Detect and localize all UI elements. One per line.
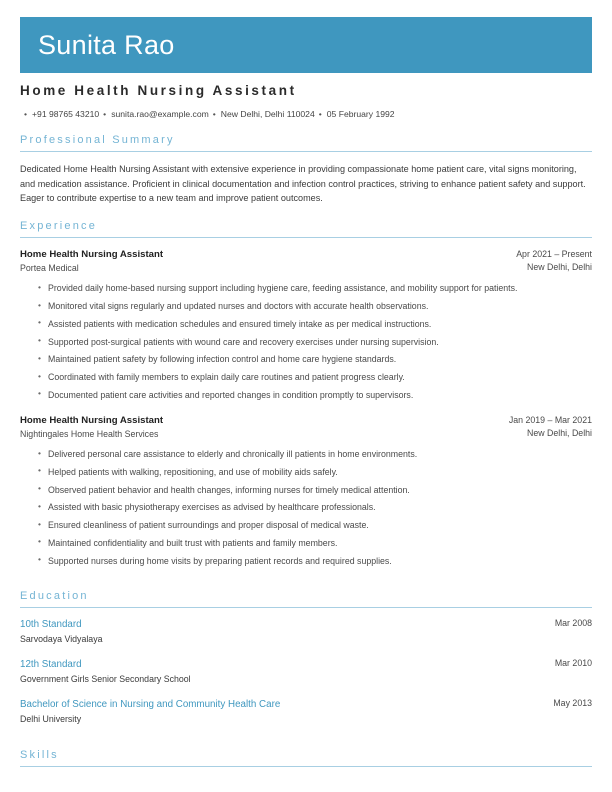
education-entry-left bbox=[20, 658, 191, 686]
list-item: • Supported nurses during home visits by preparing patient records and required supplies. bbox=[38, 554, 592, 568]
experience-location: New Delhi, Delhi bbox=[526, 261, 592, 272]
spacer bbox=[20, 739, 592, 749]
professional-summary-text: Dedicated Home Health Nursing Assistant with extensive experience in providing compassionate home patient care, vital signs monitoring, and medication assistance. Proficient in clinical documentation and infection control practices, striving to enhance patient safety and support. Eager to contribute expertise to a new team and improve patient outcomes. bbox=[20, 164, 586, 204]
education-date: Mar 2008 bbox=[554, 617, 592, 628]
education-date: Mar 2010 bbox=[554, 658, 592, 669]
header-banner bbox=[20, 17, 592, 73]
candidate-name: Sunita Rao bbox=[38, 29, 175, 60]
section-title-education: Education bbox=[20, 589, 89, 602]
experience-entry bbox=[20, 248, 592, 402]
experience-entry-header bbox=[20, 248, 592, 275]
list-item: • Maintained confidentiality and built trust with patients and family members. bbox=[38, 536, 592, 550]
education-entry bbox=[20, 698, 592, 726]
experience-entry-right bbox=[497, 414, 592, 440]
section-divider bbox=[20, 766, 592, 767]
contact-email[interactable]: sunita.rao@example.com bbox=[111, 109, 209, 119]
education-entry-header bbox=[20, 618, 592, 646]
education-entry-header bbox=[20, 698, 592, 726]
education-degree: Bachelor of Science in Nursing and Community Health Care bbox=[20, 699, 281, 711]
section-divider bbox=[20, 607, 592, 608]
education-degree: 10th Standard bbox=[20, 618, 82, 630]
section-divider bbox=[20, 237, 592, 238]
resume-content bbox=[20, 134, 592, 777]
bullet-icon bbox=[20, 109, 32, 119]
experience-entry-header bbox=[20, 414, 592, 441]
bullet-icon bbox=[315, 109, 327, 119]
bullet-icon bbox=[99, 109, 111, 119]
experience-organization: Nightingales Home Health Services bbox=[20, 428, 159, 439]
experience-job-title: Home Health Nursing Assistant bbox=[20, 415, 164, 426]
list-item: • Ensured cleanliness of patient surroundings and proper disposal of medical waste. bbox=[38, 518, 592, 532]
list-item: • Coordinated with family members to explain daily care routines and patient progress clearly. bbox=[38, 370, 592, 384]
experience-entry-left bbox=[20, 414, 497, 441]
section-title-experience: Experience bbox=[20, 220, 98, 233]
list-item: • Supported post-surgical patients with wound care and recovery exercises under nursing supervision. bbox=[38, 335, 592, 349]
contact-birthdate: 05 February 1992 bbox=[326, 109, 395, 119]
section-education bbox=[20, 590, 592, 727]
education-entry-left bbox=[20, 698, 280, 726]
list-item: • Helped patients with walking, repositioning, and use of mobility aids safely. bbox=[38, 465, 592, 479]
contact-info-line bbox=[20, 109, 395, 119]
list-item: • Observed patient behavior and health changes, informing nurses for timely medical attention. bbox=[38, 483, 592, 497]
education-entry bbox=[20, 618, 592, 646]
experience-job-title: Home Health Nursing Assistant bbox=[20, 249, 164, 261]
section-title-skills: Skills bbox=[20, 748, 59, 761]
list-item: • Documented patient care activities and reported changes in condition promptly to supervisors. bbox=[38, 388, 592, 402]
education-school: Government Girls Senior Secondary School bbox=[20, 673, 191, 684]
bullet-icon bbox=[209, 109, 221, 119]
section-divider bbox=[20, 151, 592, 152]
list-item: • Maintained patient safety by following infection control and home care hygiene standards. bbox=[38, 352, 592, 366]
list-item: • Provided daily home-based nursing support including hygiene care, feeding assistance, and mobility support for patients. bbox=[38, 281, 592, 295]
experience-dates: Apr 2021 – Present bbox=[516, 249, 592, 260]
education-school: Sarvodaya Vidyalaya bbox=[20, 633, 103, 644]
education-entry-header bbox=[20, 658, 592, 686]
experience-entry-right bbox=[504, 248, 592, 274]
experience-entry-left bbox=[20, 248, 504, 275]
experience-dates: Jan 2019 – Mar 2021 bbox=[508, 415, 592, 425]
education-school: Delhi University bbox=[20, 714, 82, 725]
experience-bullet-list bbox=[20, 281, 592, 402]
section-skills bbox=[20, 749, 592, 767]
contact-address: New Delhi, Delhi 110024 bbox=[220, 109, 315, 119]
section-experience bbox=[20, 220, 592, 568]
list-item: • Delivered personal care assistance to elderly and chronically ill patients in home environments. bbox=[38, 447, 592, 461]
list-item: • Monitored vital signs regularly and updated nurses and doctors with accurate health observations. bbox=[38, 299, 592, 313]
experience-bullet-list bbox=[20, 447, 592, 568]
education-degree: 12th Standard bbox=[20, 659, 82, 671]
section-professional-summary bbox=[20, 134, 592, 206]
list-item: • Assisted patients with medication schedules and ensured timely intake as per medical instructions. bbox=[38, 317, 592, 331]
education-date: May 2013 bbox=[553, 698, 592, 709]
list-item: • Assisted with basic physiotherapy exercises as advised by healthcare professionals. bbox=[38, 500, 592, 514]
experience-organization: Portea Medical bbox=[20, 263, 79, 274]
spacer bbox=[20, 206, 592, 220]
spacer bbox=[20, 580, 592, 590]
contact-phone: +91 98765 43210 bbox=[32, 109, 100, 119]
experience-location: New Delhi, Delhi bbox=[526, 427, 592, 438]
section-title-professional-summary: Professional Summary bbox=[20, 134, 175, 146]
education-entry bbox=[20, 658, 592, 686]
candidate-role-title: Home Health Nursing Assistant bbox=[20, 83, 297, 98]
experience-entry bbox=[20, 414, 592, 568]
education-entry-left bbox=[20, 618, 102, 646]
